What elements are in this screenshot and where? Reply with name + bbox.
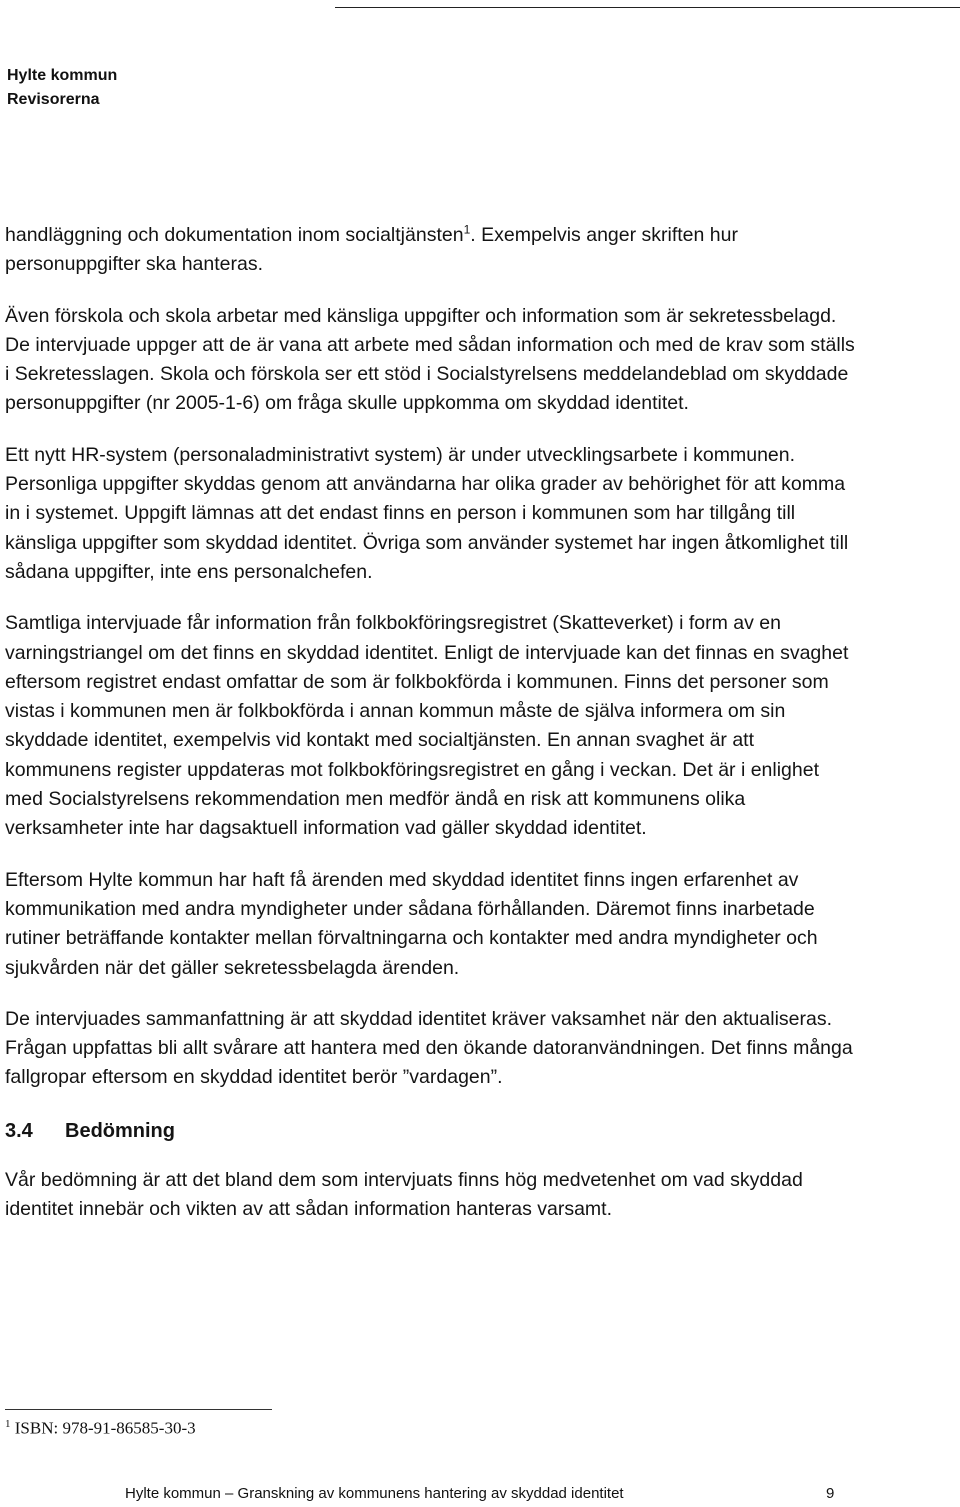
paragraph: handläggning och dokumentation inom socialtjänsten$^1$. Exempelvis anger skriften hur personuppgifter ska hanteras. bbox=[5, 222, 738, 276]
footnote-text: ISBN: 978-91-86585-30-3 bbox=[14, 1418, 196, 1438]
top-rule bbox=[335, 7, 960, 8]
page-header bbox=[7, 64, 117, 112]
paragraph: Ett nytt HR-system (personaladministrativt system) är under utvecklingsarbete i kommunen. Personliga uppgifter skyddas genom att användarna har olika grader av behörighet för att komma in i systemet. Uppgift lämnas att det endast finns en person i kommunen som har tillgång till känsliga uppgifter som skyddad identitet. Övriga som använder systemet har ingen åtkomlighet till sådana uppgifter, inte ens personalchefen. bbox=[5, 443, 849, 583]
header-organization: Hylte kommun bbox=[7, 67, 118, 84]
footnote-divider bbox=[5, 1409, 272, 1410]
section-number: 3.4 bbox=[5, 1119, 33, 1142]
section-title: Bedömning bbox=[65, 1119, 175, 1142]
paragraph: Även förskola och skola arbetar med känsliga uppgifter och information som är sekretessbelagd. De intervjuade uppger att de är vana att arbete med sådan information och med de krav som ställs i Sekretesslagen. Skola och förskola ser ett stöd i Socialstyrelsens meddelandeblad om skyddade personuppgifter (nr 2005-1-6) om fråga skulle uppkomma om skyddad identitet. bbox=[5, 304, 855, 415]
paragraph: Samtliga intervjuade får information från folkbokföringsregistret (Skatteverket) i form av en varningstriangel om det finns en skyddad identitet. Enligt de intervjuade kan det finnas en svaghet eftersom registret endast omfattar de som är folkbokförda i kommunen. Finns det personer som vistas i kommunen men är folkbokförda i annan kommun måste de själva informera om sin skyddade identitet, exempelvis vid kontakt med socialtjänsten. En annan svaghet är att kommunens register uppdateras mot folkbokföringsregistret en gång i veckan. Det är i enlighet med Socialstyrelsens rekommendation men medför ändå en risk att kommunens olika verksamheter inte har dagsaktuell information vad gäller skyddad identitet. bbox=[5, 612, 849, 840]
paragraph: De intervjuades sammanfattning är att skyddad identitet kräver vaksamhet när den aktualiseras. Frågan uppfattas bli allt svårare att hantera med den ökande datoranvändningen. Det finns många fallgropar eftersom en skyddad identitet berör ”vardagen”. bbox=[5, 1007, 853, 1089]
header-department: Revisorerna bbox=[7, 91, 100, 108]
page-number: 9 bbox=[826, 1485, 835, 1502]
section-heading bbox=[5, 1117, 855, 1146]
page-footer: Hylte kommun – Granskning av kommunens hantering av skyddad identitet bbox=[125, 1485, 624, 1502]
footnote-marker: 1 bbox=[5, 1418, 11, 1430]
document-body bbox=[5, 221, 855, 1247]
footnote bbox=[5, 1418, 196, 1439]
footnote-reference[interactable]: 1 bbox=[463, 222, 471, 237]
paragraph: Vår bedömning är att det bland dem som intervjuats finns hög medvetenhet om vad skyddad identitet innebär och vikten av att sådan information hanteras varsamt. bbox=[5, 1169, 803, 1221]
paragraph: Eftersom Hylte kommun har haft få ärenden med skyddad identitet finns ingen erfarenhet av kommunikation med andra myndigheter under sådana förhållanden. Däremot finns inarbetade rutiner beträffande kontakter mellan förvaltningarna och kontakter med andra myndigheter och sjukvården när det gäller sekretessbelagda ärenden. bbox=[5, 868, 818, 979]
